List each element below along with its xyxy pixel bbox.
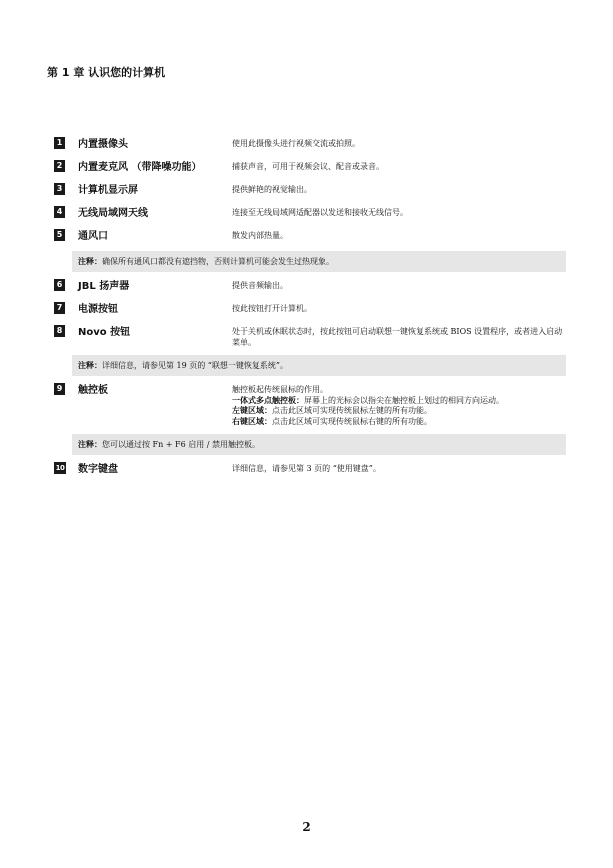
note-touchpad: [72, 434, 566, 455]
callout-number: 6: [54, 279, 65, 291]
spec-row-power-button: [58, 298, 566, 321]
chapter-title: 第 1 章 认识您的计算机: [47, 66, 166, 79]
component-name: 触控板: [78, 385, 108, 396]
component-description: 详细信息，请参见第 3 页的 “使用键盘”。: [232, 464, 381, 473]
note-text: 您可以通过按 Fn + F6 启用 / 禁用触控板。: [102, 440, 260, 449]
component-name: Novo 按钮: [78, 327, 131, 338]
callout-number: 5: [54, 229, 65, 241]
detail-label: 右键区域：: [232, 416, 272, 426]
component-name: 通风口: [78, 231, 108, 242]
component-name: 内置麦克风 （带降噪功能）: [78, 162, 202, 173]
component-description: 散发内部热量。: [232, 231, 288, 240]
note-label: 注释：: [78, 440, 102, 449]
callout-number: 3: [54, 183, 65, 195]
component-description: 捕获声音，可用于视频会议、配音或录音。: [232, 162, 384, 171]
component-name: 内置摄像头: [78, 139, 128, 150]
spec-row-camera: [58, 133, 566, 156]
callout-number: 7: [54, 302, 65, 314]
detail-text: 屏幕上的光标会以指尖在触控板上划过的相同方向运动。: [304, 395, 504, 405]
callout-number: 2: [54, 160, 65, 172]
component-name: 计算机显示屏: [78, 185, 138, 196]
note-text: 确保所有通风口都没有遮挡物，否则计算机可能会发生过热现象。: [102, 257, 334, 266]
touchpad-detail-multitouch: [232, 396, 566, 407]
component-description: 按此按钮打开计算机。: [232, 304, 312, 313]
note-novo: [72, 355, 566, 376]
component-description: 使用此摄像头进行视频交流或拍照。: [232, 139, 360, 148]
touchpad-detail-left-click: [232, 406, 566, 417]
component-description: 处于关机或休眠状态时，按此按钮可启动联想一键恢复系统或 BIOS 设置程序，或者进入启动菜单。: [232, 327, 563, 347]
note-text: 详细信息，请参见第 19 页的 “联想一键恢复系统”。: [102, 361, 288, 370]
callout-number: 9: [54, 383, 65, 395]
component-spec-list: [55, 133, 566, 481]
spec-row-novo-button: [58, 321, 566, 352]
callout-number: 4: [54, 206, 65, 218]
detail-label: 左键区域：: [232, 406, 272, 415]
note-vent: [72, 251, 566, 272]
detail-label: 一体式多点触控板：: [232, 395, 304, 405]
spec-row-display: [58, 179, 566, 202]
page-number: 2: [302, 820, 311, 834]
spec-row-speakers: [58, 275, 566, 298]
touchpad-detail-right-click: [232, 417, 566, 428]
note-label: 注释：: [78, 257, 102, 266]
component-description: 提供音频输出。: [232, 281, 288, 290]
spec-row-touchpad: [58, 379, 566, 431]
component-description: 提供鲜艳的视觉输出。: [232, 185, 312, 194]
callout-number: 1: [54, 137, 65, 149]
component-description: 连接至无线局域网适配器以发送和接收无线信号。: [232, 208, 408, 217]
spec-row-vent: [58, 225, 566, 248]
touchpad-summary: 触控板起传统鼠标的作用。: [232, 385, 328, 394]
component-name: JBL 扬声器: [78, 281, 130, 292]
detail-text: 点击此区域可实现传统鼠标右键的所有功能。: [272, 416, 432, 426]
component-description: [232, 383, 566, 427]
component-name: 电源按钮: [78, 304, 118, 315]
detail-text: 点击此区域可实现传统鼠标左键的所有功能。: [272, 406, 432, 415]
spec-row-microphone: [58, 156, 566, 179]
spec-row-wlan-antenna: [58, 202, 566, 225]
callout-number: 10: [55, 464, 65, 472]
note-label: 注释：: [78, 361, 102, 370]
component-name: 数字键盘: [78, 464, 118, 475]
component-name: 无线局域网天线: [78, 208, 148, 219]
spec-row-numeric-keypad: [55, 458, 566, 481]
callout-number: 8: [54, 325, 65, 337]
